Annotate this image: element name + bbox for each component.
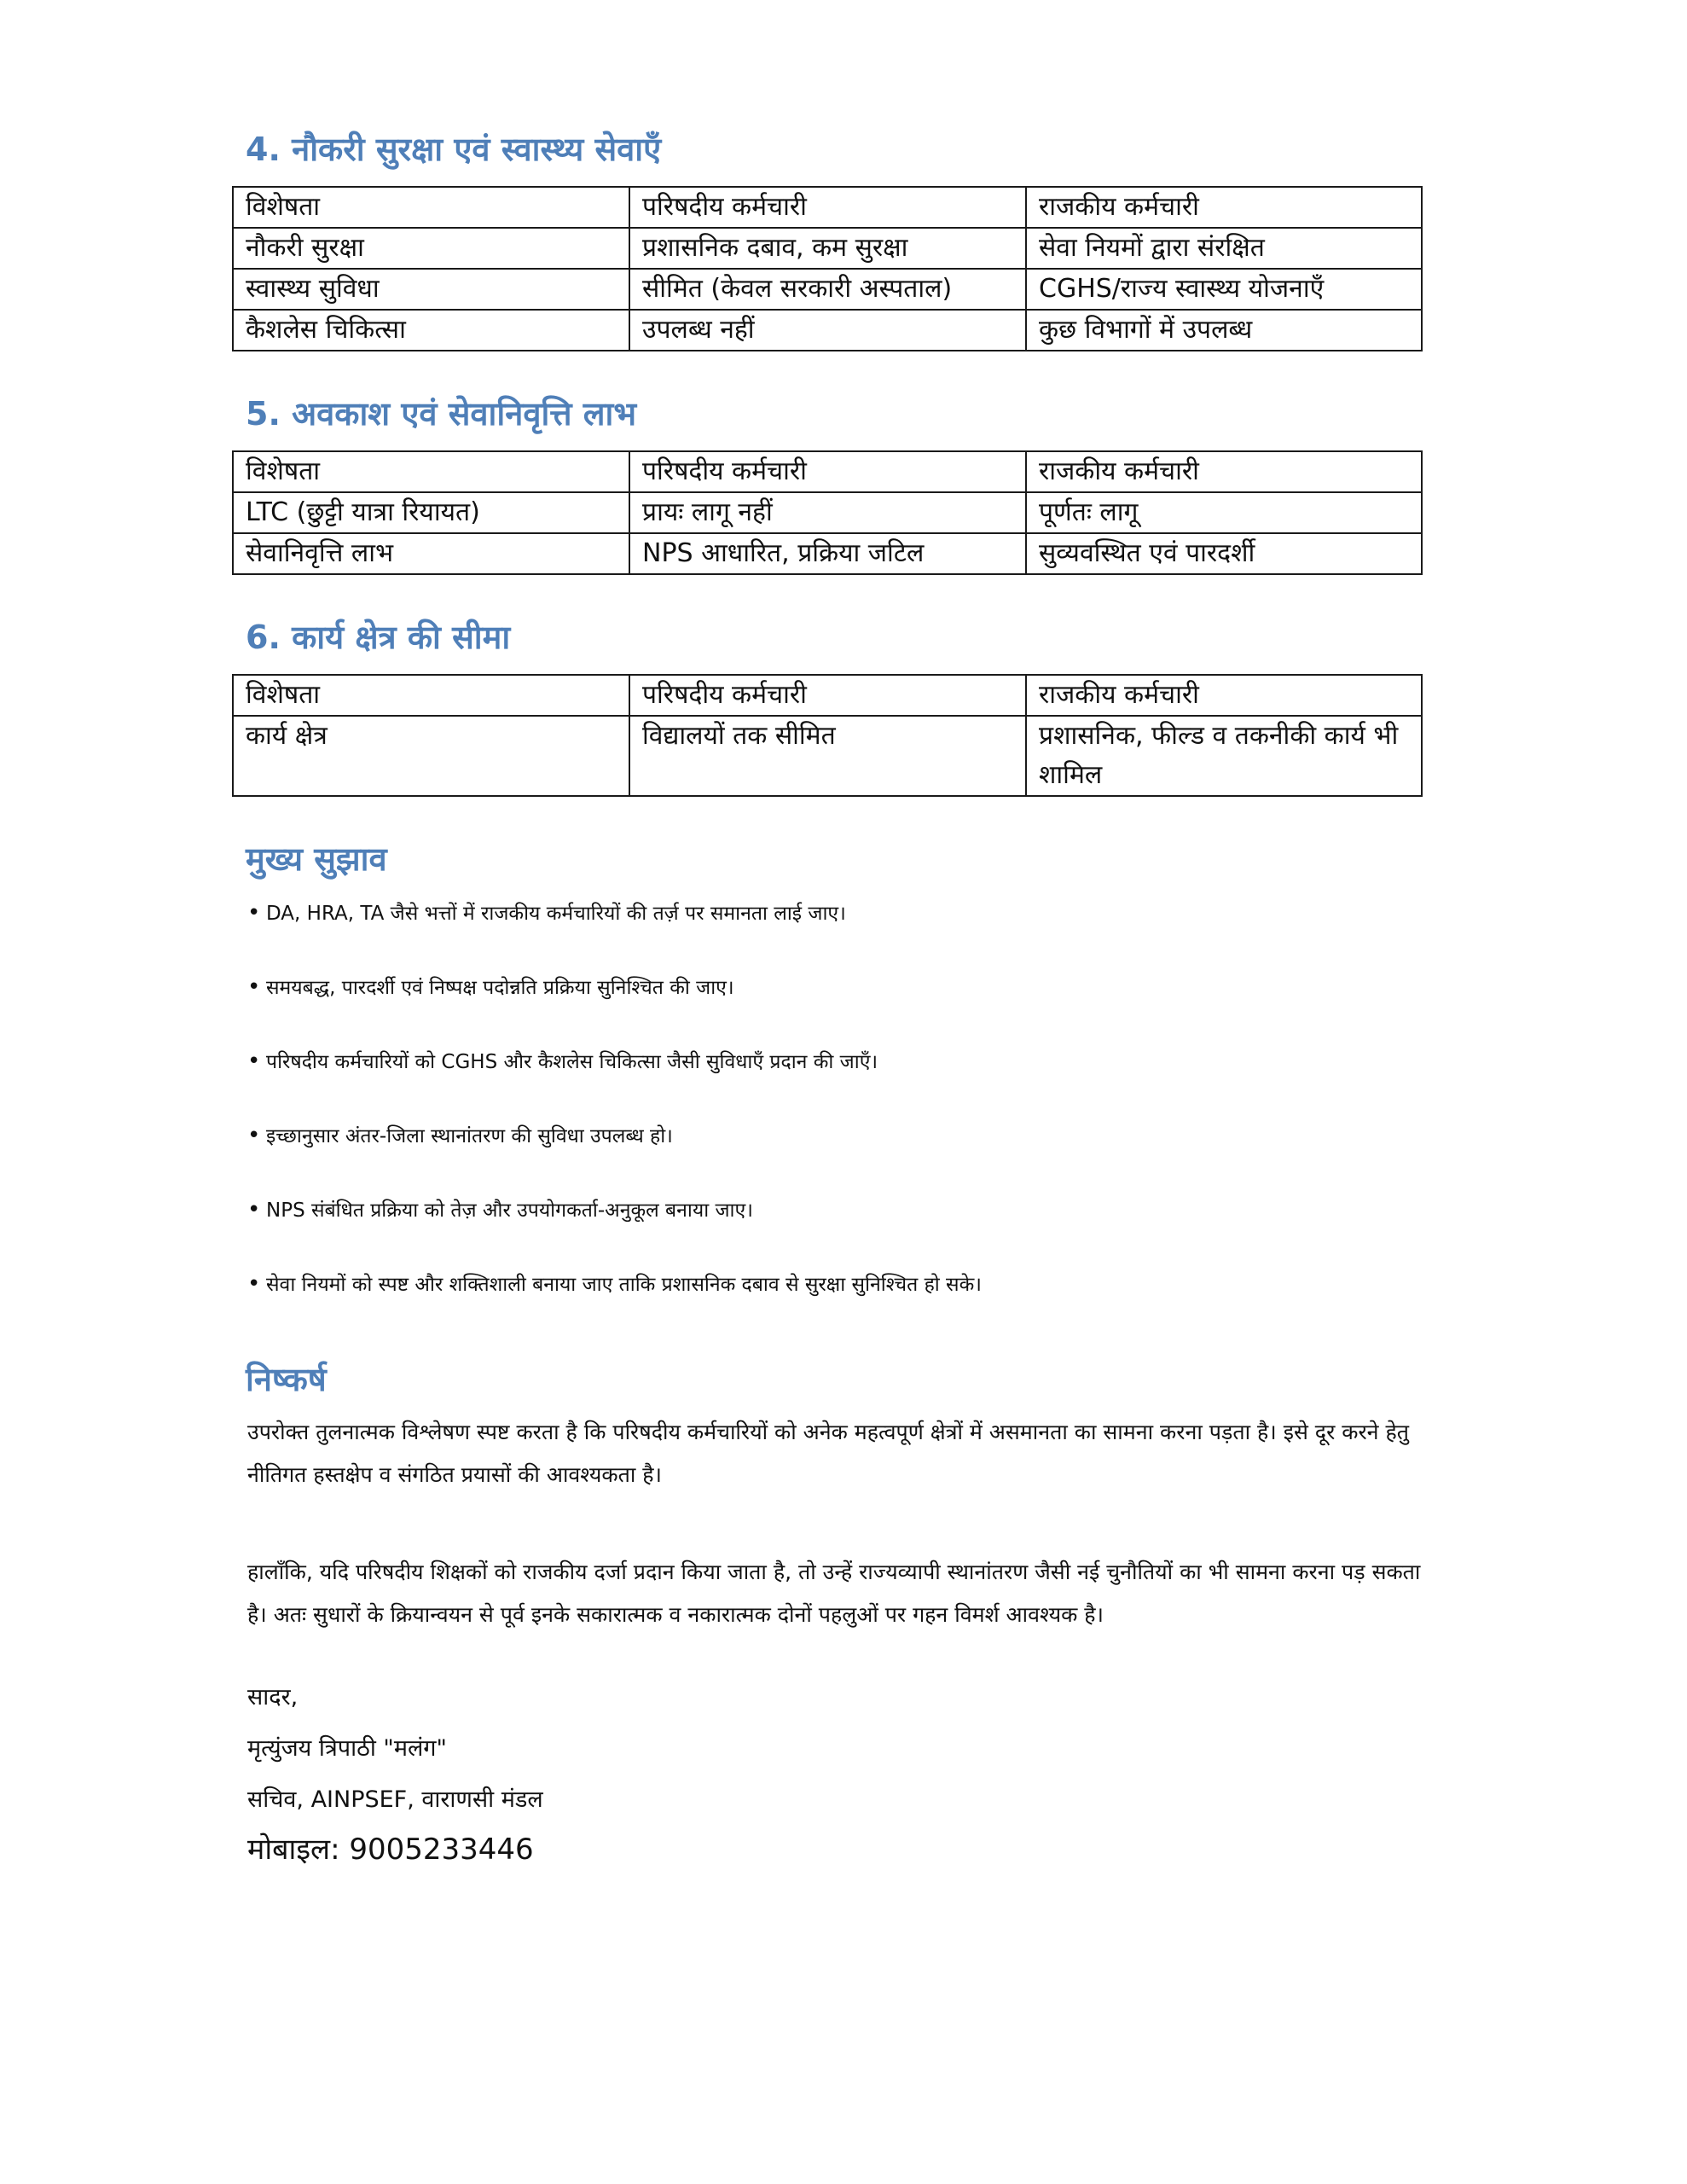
table-cell: विशेषता bbox=[233, 451, 629, 492]
table-row bbox=[233, 716, 1422, 796]
list-item bbox=[247, 1193, 1424, 1227]
table-cell: प्रशासनिक दबाव, कम सुरक्षा bbox=[629, 228, 1026, 269]
table-cell: परिषदीय कर्मचारी bbox=[629, 675, 1026, 716]
suggestions-heading: मुख्य सुझाव bbox=[246, 840, 387, 878]
section-6-table bbox=[232, 674, 1423, 797]
table-cell: राजकीय कर्मचारी bbox=[1026, 187, 1422, 228]
table-cell: नौकरी सुरक्षा bbox=[233, 228, 629, 269]
signature-mobile: मोबाइल: 9005233446 bbox=[247, 1833, 534, 1867]
bullet-icon: • bbox=[247, 974, 261, 1000]
table-cell: पूर्णतः लागू bbox=[1026, 492, 1422, 533]
table-cell: स्वास्थ्य सुविधा bbox=[233, 269, 629, 310]
list-item bbox=[247, 896, 1424, 930]
section-5-table bbox=[232, 450, 1423, 575]
list-item-text: इच्छानुसार अंतर-जिला स्थानांतरण की सुविधा उपलब्ध हो। bbox=[266, 1125, 673, 1147]
list-item-text: सेवा नियमों को स्पष्ट और शक्तिशाली बनाया जाए ताकि प्रशासनिक दबाव से सुरक्षा सुनिश्चित हो सके। bbox=[266, 1274, 982, 1296]
table-row bbox=[233, 533, 1422, 574]
table-cell: प्रायः लागू नहीं bbox=[629, 492, 1026, 533]
list-item bbox=[247, 970, 1424, 1004]
signature-designation: सचिव, AINPSEF, वाराणसी मंडल bbox=[247, 1786, 543, 1813]
conclusion-heading: निष्कर्ष bbox=[246, 1361, 327, 1398]
table-row bbox=[233, 310, 1422, 351]
table-cell: विद्यालयों तक सीमित bbox=[629, 716, 1026, 796]
list-item-text: DA, HRA, TA जैसे भत्तों में राजकीय कर्मचारियों की तर्ज़ पर समानता लाई जाए। bbox=[266, 903, 846, 925]
table-cell: विशेषता bbox=[233, 675, 629, 716]
table-cell: कार्य क्षेत्र bbox=[233, 716, 629, 796]
section-4-table bbox=[232, 186, 1423, 351]
table-row bbox=[233, 269, 1422, 310]
suggestions-list bbox=[247, 896, 1424, 1341]
table-header-row bbox=[233, 675, 1422, 716]
table-row bbox=[233, 492, 1422, 533]
list-item bbox=[247, 1118, 1424, 1153]
table-cell: CGHS/राज्य स्वास्थ्य योजनाएँ bbox=[1026, 269, 1422, 310]
table-header-row bbox=[233, 187, 1422, 228]
conclusion-paragraph: हालाँकि, यदि परिषदीय शिक्षकों को राजकीय दर्जा प्रदान किया जाता है, तो उन्हें राज्यव्यापी स्थानांतरण जैसी नई चुनौतियों का भी सामना करना पड़ सकता है। अतः सुधारों के क्रियान्वयन से पूर्व इनके सकारात्मक व नकारात्मक दोनों पहलुओं पर गहन विमर्श आवश्यक है। bbox=[247, 1560, 1421, 1627]
table-cell: सुव्यवस्थित एवं पारदर्शी bbox=[1026, 533, 1422, 574]
table-cell: राजकीय कर्मचारी bbox=[1026, 451, 1422, 492]
table-cell: विशेषता bbox=[233, 187, 629, 228]
signature-salutation: सादर, bbox=[247, 1684, 299, 1711]
table-cell: उपलब्ध नहीं bbox=[629, 310, 1026, 351]
list-item-text: समयबद्ध, पारदर्शी एवं निष्पक्ष पदोन्नति प्रक्रिया सुनिश्चित की जाए। bbox=[266, 977, 734, 999]
table-cell: परिषदीय कर्मचारी bbox=[629, 451, 1026, 492]
table-cell: सेवानिवृत्ति लाभ bbox=[233, 533, 629, 574]
list-item bbox=[247, 1267, 1424, 1301]
bullet-icon: • bbox=[247, 1197, 261, 1223]
list-item-text: NPS संबंधित प्रक्रिया को तेज़ और उपयोगकर्ता-अनुकूल बनाया जाए। bbox=[266, 1199, 753, 1222]
table-row bbox=[233, 228, 1422, 269]
table-cell: राजकीय कर्मचारी bbox=[1026, 675, 1422, 716]
section-5-heading: 5. अवकाश एवं सेवानिवृत्ति लाभ bbox=[246, 395, 637, 433]
section-4-heading: 4. नौकरी सुरक्षा एवं स्वास्थ्य सेवाएँ bbox=[246, 131, 662, 168]
table-cell: LTC (छुट्टी यात्रा रियायत) bbox=[233, 492, 629, 533]
bullet-icon: • bbox=[247, 900, 261, 926]
table-cell: NPS आधारित, प्रक्रिया जटिल bbox=[629, 533, 1026, 574]
bullet-icon: • bbox=[247, 1123, 261, 1148]
list-item-text: परिषदीय कर्मचारियों को CGHS और कैशलेस चिकित्सा जैसी सुविधाएँ प्रदान की जाएँ। bbox=[266, 1051, 878, 1073]
conclusion-paragraph: उपरोक्त तुलनात्मक विश्लेषण स्पष्ट करता है कि परिषदीय कर्मचारियों को अनेक महत्वपूर्ण क्षेत्रों में असमानता का सामना करना पड़ता है। इसे दूर करने हेतु नीतिगत हस्तक्षेप व संगठित प्रयासों की आवश्यकता है। bbox=[247, 1420, 1410, 1487]
table-header-row bbox=[233, 451, 1422, 492]
list-item bbox=[247, 1044, 1424, 1078]
table-cell: सीमित (केवल सरकारी अस्पताल) bbox=[629, 269, 1026, 310]
section-6-heading: 6. कार्य क्षेत्र की सीमा bbox=[246, 619, 511, 656]
table-cell: कैशलेस चिकित्सा bbox=[233, 310, 629, 351]
bullet-icon: • bbox=[247, 1271, 261, 1297]
signature-name: मृत्युंजय त्रिपाठी "मलंग" bbox=[247, 1735, 447, 1762]
bullet-icon: • bbox=[247, 1048, 261, 1074]
table-cell: सेवा नियमों द्वारा संरक्षित bbox=[1026, 228, 1422, 269]
table-cell: प्रशासनिक, फील्ड व तकनीकी कार्य भी शामिल bbox=[1026, 716, 1422, 796]
table-cell: कुछ विभागों में उपलब्ध bbox=[1026, 310, 1422, 351]
table-cell: परिषदीय कर्मचारी bbox=[629, 187, 1026, 228]
